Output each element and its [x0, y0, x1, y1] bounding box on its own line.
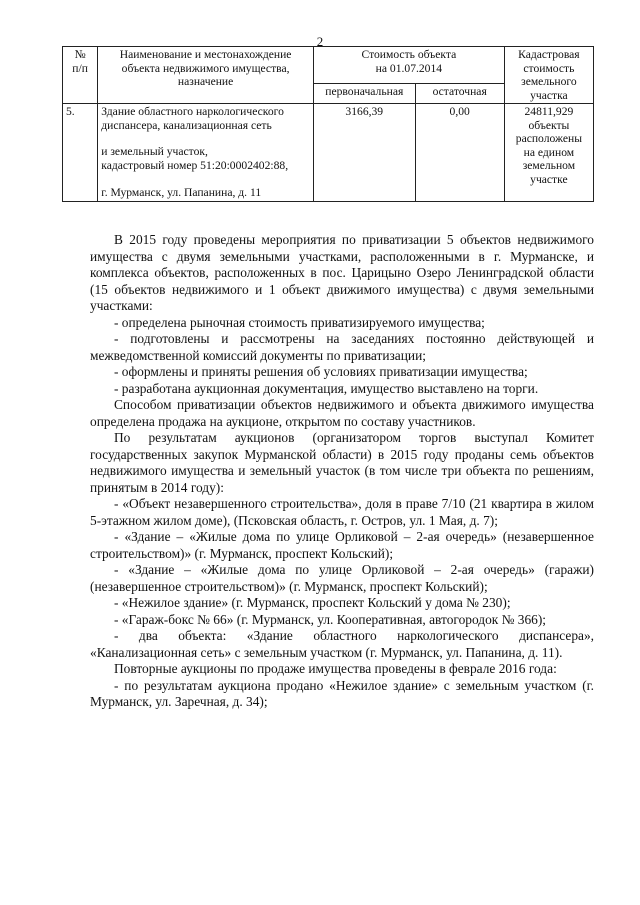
header-cadastral-line: стоимость	[523, 61, 575, 75]
row-cost-initial: 3166,39	[313, 104, 415, 202]
list-item: - по результатам аукциона продано «Нежилое здание» с земельным участком (г. Мурманск, ул. Заречная, д. 34);	[90, 677, 594, 709]
header-cadastral-line: земельного	[521, 75, 577, 88]
header-cost-initial: первоначальная	[313, 83, 415, 103]
row-num: 5.	[63, 104, 98, 202]
paragraph: Способом приватизации объектов недвижимого и объекта движимого имущества определена продажа на аукционе, открытом по составу участников.	[90, 397, 594, 429]
paragraph: Повторные аукционы по продаже имущества проведены в феврале 2016 года:	[114, 661, 557, 676]
row-name-line: кадастровый номер 51:20:0002402:88,	[101, 158, 289, 172]
header-num	[63, 47, 98, 104]
row-cadastral-line: объекты	[528, 118, 570, 132]
paragraph: В 2015 году проведены мероприятия по приватизации 5 объектов недвижимого имущества с двумя земельными участками, расположенными в г. Мурманске, и комплекса объектов, расположенных в пос. Царицыно Озеро Ленинградской области (15 объектов недвижимого и 1 объект движимого имущества) с двумя земельными участками:	[90, 232, 594, 313]
header-cost-line: на 01.07.2014	[375, 61, 443, 75]
list-item: - подготовлены и рассмотрены на заседаниях постоянно действующей и межведомственной комиссий документы по приватизации;	[90, 331, 594, 363]
header-name	[98, 47, 314, 104]
list-item: - оформлены и приняты решения об условиях приватизации имущества;	[114, 364, 528, 379]
property-table	[62, 46, 594, 202]
row-cadastral-line: 24811,929	[524, 105, 574, 118]
table-row	[63, 104, 594, 202]
header-cadastral-line: участка	[530, 88, 568, 102]
paragraph: По результатам аукционов (организатором торгов выступал Комитет государственных закупок Мурманской области) в 2015 году проданы семь объектов недвижимого имущества и земельный участок (в том числе три объекта по решениям, принятым в 2014 году):	[90, 430, 594, 495]
row-cadastral-line: расположены	[515, 132, 582, 145]
header-name-line: назначение	[177, 75, 234, 88]
row-cadastral-line: земельном	[522, 159, 576, 172]
row-cadastral-line: на едином	[523, 145, 575, 159]
body-text	[90, 232, 594, 711]
list-item: - «Здание – «Жилые дома по улице Орликовой – 2-ая очередь» (незавершенное строительством)» (г. Мурманск, проспект Кольский);	[90, 529, 594, 561]
header-cadastral	[504, 47, 593, 104]
header-name-line: объекта недвижимого имущества,	[121, 61, 290, 75]
table-header-row	[63, 47, 594, 84]
header-cost-residual: остаточная	[415, 83, 504, 103]
list-item: - «Здание – «Жилые дома по улице Орликовой – 2-ая очередь» (гаражи) (незавершенное строительством)» (г. Мурманск, проспект Кольский);	[90, 562, 594, 594]
header-num-line: п/п	[72, 61, 88, 75]
row-cost-residual: 0,00	[415, 104, 504, 202]
row-cadastral	[504, 104, 593, 202]
header-cadastral-line: Кадастровая	[518, 48, 580, 61]
header-num-line: №	[74, 48, 86, 61]
list-item: - «Гараж-бокс № 66» (г. Мурманск, ул. Кооперативная, автогородок № 366);	[114, 611, 547, 627]
list-item: - «Нежилое здание» (г. Мурманск, проспект Кольский у дома № 230);	[114, 595, 511, 610]
list-item: - определена рыночная стоимость приватизируемого имущества;	[114, 314, 485, 330]
list-item: - «Объект незавершенного строительства», доля в праве 7/10 (21 квартира в жилом 5-этажном жилом доме), (Псковская область, г. Остров, ул. 1 Мая, д. 7);	[90, 496, 594, 528]
row-name-line: и земельный участок,	[101, 145, 208, 158]
page-number: 2	[316, 34, 324, 49]
row-name-line: диспансера, канализационная сеть	[101, 118, 272, 132]
header-cost-line: Стоимость объекта	[361, 48, 457, 61]
list-item: - два объекта: «Здание областного наркологического диспансера», «Канализационная сеть» с земельным участком (г. Мурманск, ул. Папанина, д. 11).	[90, 628, 594, 660]
row-cadastral-line: участке	[530, 172, 568, 186]
header-cost	[313, 47, 504, 84]
list-item: - разработана аукционная документация, имущество выставлено на торги.	[114, 380, 539, 396]
row-name-line: г. Мурманск, ул. Папанина, д. 11	[101, 186, 262, 199]
row-name-line: Здание областного наркологического	[101, 105, 284, 118]
row-name	[98, 104, 314, 202]
header-name-line: Наименование и местонахождение	[119, 48, 292, 61]
